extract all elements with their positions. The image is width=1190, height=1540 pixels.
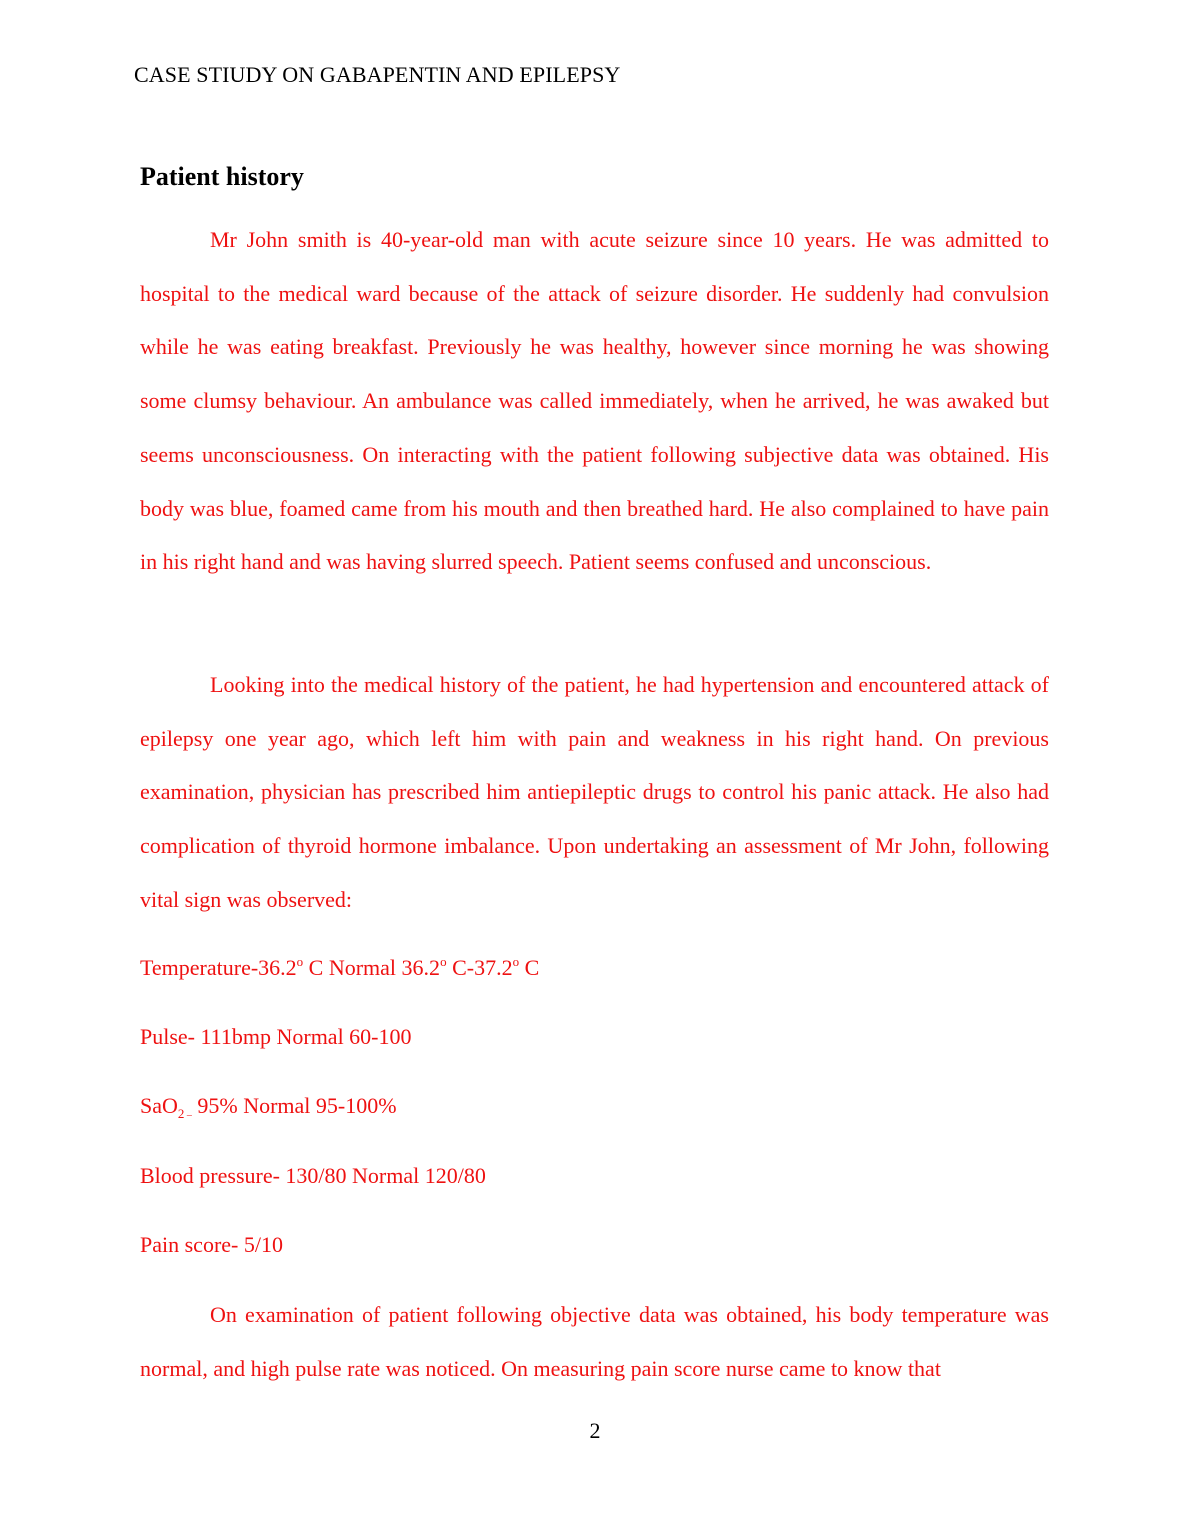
vital-pain-score: Pain score- 5/10 [140,1232,283,1257]
paragraph-patient-history: Mr John smith is 40-year-old man with acute seizure since 10 years. He was admitted to hospital to the medical ward because of the attack of seizure disorder. He suddenly had convulsion while he was eating breakfast. Previously he was healthy, however since morning he was showing some clumsy behaviour. An ambulance was called immediately, when he arrived, he was awaked but seems unconsciousness. On interacting with the patient following subjective data was obtained. His body was blue, foamed came from his mouth and then breathed hard. He also complained to have pain in his right hand and was having slurred speech. Patient seems confused and unconscious. [140,227,1049,575]
sao2-subscript: 2 [177,1106,185,1121]
sao2-value: 95% Normal 95-100% [191,1093,397,1118]
sao2-label: SaO [140,1093,178,1118]
temperature-normal-end: C [519,955,540,980]
temperature-normal-mid: C-37.2 [446,955,513,980]
paragraph-medical-history: Looking into the medical history of the patient, he had hypertension and encountered attack of epilepsy one year ago, which left him with pain and weakness in his right hand. On previous examination, physician has prescribed him antiepileptic drugs to control his panic attack. He also had complication of thyroid hormone imbalance. Upon undertaking an assessment of Mr John, following vital sign was observed: [140,672,1049,912]
paragraph-objective-data: On examination of patient following objective data was obtained, his body temperature was normal, and high pulse rate was noticed. On measuring pain score nurse came to know that [140,1302,1049,1381]
running-head: CASE STIUDY ON GABAPENTIN AND EPILEPSY [134,62,621,87]
page-number: 2 [589,1418,601,1443]
vital-sao2 [140,1093,397,1119]
vital-blood-pressure: Blood pressure- 130/80 Normal 120/80 [140,1163,486,1188]
degree-symbol: o [512,954,520,969]
degree-symbol: o [296,954,304,969]
vital-temperature [140,955,539,981]
degree-symbol: o [440,954,447,969]
vital-pulse: Pulse- 111bmp Normal 60-100 [140,1024,412,1049]
temperature-normal-start: C Normal 36.2 [303,955,441,980]
sao2-dash: – [184,1110,192,1121]
section-heading: Patient history [140,162,304,191]
temperature-label: Temperature-36.2 [140,955,297,980]
